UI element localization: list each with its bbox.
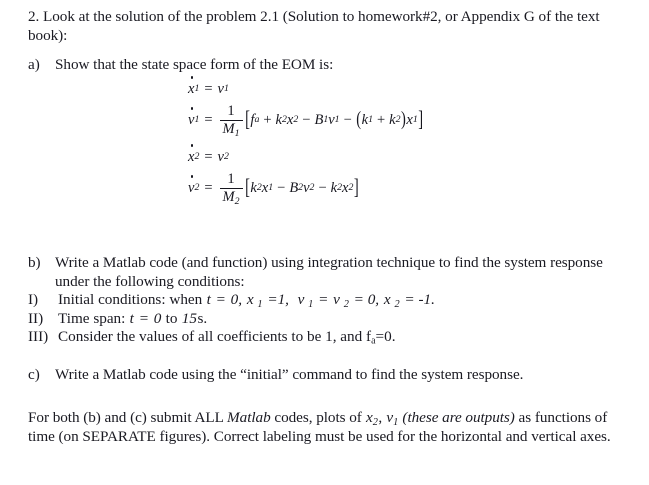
eq1-equals: = <box>204 80 213 97</box>
eq4-lhs-var: v <box>188 179 195 196</box>
eq3-rhs-var: v <box>217 148 224 165</box>
closing-outputs-italic: (these are outputs) <box>398 409 515 426</box>
intro-paragraph: 2. Look at the solution of the problem 2.1 (Solution to homework#2, or Appendix G of the text book): <box>28 8 600 44</box>
equation-2: v 1 = $\frac{1}{M_1}$ [ f a + k 2 x 2 − B 1 v 1 − ( k 1 + k 2 ) x 1 ] <box>188 102 424 139</box>
eq2-term6-var: x <box>406 111 413 128</box>
roman-3-suffix: =0. <box>375 328 396 346</box>
roman-numeral-list <box>28 291 628 347</box>
eq2-term2-var-b: x <box>286 111 294 128</box>
roman-3-prefix: Consider the values of all coefficients to be 1, and f <box>58 328 372 346</box>
equation-block <box>188 78 424 207</box>
closing-x2: $x_2$ <box>366 409 378 428</box>
list-item-roman-2 <box>28 310 628 329</box>
eq4-fraction <box>220 172 243 205</box>
eq2-bracket-open: [ <box>245 106 250 132</box>
roman-2-to: to <box>165 309 178 327</box>
eq2-term5-var: k <box>389 111 396 128</box>
eq4-bracket-close: ] <box>353 174 359 200</box>
roman-3-sub: a <box>371 335 376 347</box>
closing-comma: , <box>378 409 386 426</box>
list-item-a <box>28 56 618 75</box>
list-item-a-text: Show that the state space form of the EOM is: <box>55 56 334 73</box>
list-marker-c: c) <box>28 366 40 383</box>
roman-1-x2-val: = -1. <box>404 291 435 308</box>
eq4-bracket-open: [ <box>245 174 250 200</box>
list-item-roman-2-text <box>58 310 628 329</box>
roman-1-v2: v $_2$ <box>333 291 349 310</box>
eq2-term4-var: k <box>361 111 369 128</box>
list-item-roman-1-text <box>58 291 628 310</box>
eq2-op4: + <box>376 111 386 128</box>
eq2-bracket-close: ] <box>418 106 424 132</box>
list-item-b <box>28 254 628 291</box>
roman-1-x1: x $_1$ <box>246 291 263 310</box>
eq2-op2: − <box>302 111 311 128</box>
closing-paragraph <box>28 409 628 446</box>
eq4-op1: − <box>277 179 286 196</box>
roman-2-eq: = <box>138 309 149 327</box>
roman-1-v1: v $_1$ <box>297 291 314 310</box>
eq2-equals: = <box>204 111 213 128</box>
roman-2-fifteen: 15 <box>181 309 197 327</box>
eq2-term2-var: k <box>275 111 282 128</box>
eq4-term3-var-b: x <box>342 179 349 196</box>
closing-v1: $v_1$ <box>386 409 399 428</box>
eq2-op1: + <box>263 111 272 128</box>
equation-4: v 2 = $\frac{1}{M_2}$ [ k 2 x 1 − B 2 v 2 − k 2 x 2 ] <box>188 170 359 207</box>
list-item-c <box>28 366 628 385</box>
list-item-roman-1 <box>28 291 628 310</box>
eq2-paren-close: ) <box>401 108 406 131</box>
roman-2-unit: s. <box>197 309 208 327</box>
eq4-term1-var-b: x <box>261 179 269 196</box>
eq4-frac-numerator: 1 <box>227 170 235 187</box>
roman-1-eq: = <box>215 291 226 308</box>
eq4-op2: − <box>318 179 327 196</box>
eq2-term1-var: f <box>250 111 255 128</box>
list-marker-b: b) <box>28 254 41 271</box>
roman-1-zero: 0, <box>230 291 243 308</box>
roman-1-v-val: = 0, <box>353 291 380 308</box>
eq2-lhs-var: v <box>188 111 195 128</box>
roman-1-x2: x $_2$ <box>383 291 400 310</box>
list-marker-roman-1: I) <box>28 291 39 308</box>
list-marker-roman-3: III) <box>28 328 49 346</box>
closing-seg1: For both (b) and (c) submit ALL <box>28 409 228 426</box>
eq4-term2-var-b: v <box>303 179 310 196</box>
eq4-term2-var: B <box>289 179 299 196</box>
eq3-equals: = <box>204 148 213 165</box>
roman-2-t: t <box>129 309 134 327</box>
eq4-equals: = <box>204 179 213 196</box>
roman-1-t: t <box>206 291 211 308</box>
eq1-lhs-var: x <box>188 80 195 97</box>
eq4-frac-denominator: $M_2$ <box>222 188 240 207</box>
equation-1: x 1 = v 1 <box>188 80 229 97</box>
list-item-b-text: Write a Matlab code (and function) using integration technique to find the system response under the following conditions: <box>55 254 603 290</box>
eq4-term3-var: k <box>330 179 338 196</box>
list-item-c-text: Write a Matlab code using the “initial” command to find the system response. <box>55 366 524 383</box>
eq3-lhs-var: x <box>188 148 195 165</box>
eq2-fraction <box>220 104 243 137</box>
list-item-roman-3 <box>28 328 628 347</box>
eq4-term1-var: k <box>250 179 257 196</box>
closing-seg2: codes, plots of <box>270 409 366 426</box>
roman-1-v-eq: = <box>318 291 329 308</box>
roman-1-x1-val: =1, <box>267 291 289 308</box>
list-marker-a: a) <box>28 56 40 73</box>
roman-2-zero: 0 <box>153 309 162 327</box>
eq2-op3: − <box>343 111 352 128</box>
eq2-term3-var-b: v <box>328 111 335 128</box>
list-marker-roman-2: II) <box>28 309 44 327</box>
eq2-frac-numerator: 1 <box>227 102 235 119</box>
eq2-paren-open: ( <box>356 108 362 131</box>
closing-matlab-italic: Matlab <box>227 409 271 426</box>
list-item-roman-3-text <box>58 328 628 347</box>
eq2-term3-var: B <box>314 111 324 128</box>
closing-seg3: as functions of time (on SEPARATE figures). Correct labeling must be used for the horizontal and vertical axes. <box>28 409 611 445</box>
equation-3: x 2 = v 2 <box>188 148 229 165</box>
roman-2-prefix: Time span: <box>58 309 130 327</box>
roman-1-prefix: Initial conditions: when <box>58 291 207 308</box>
eq1-rhs-var: v <box>217 80 224 97</box>
eq2-frac-denominator: $M_1$ <box>222 120 240 139</box>
